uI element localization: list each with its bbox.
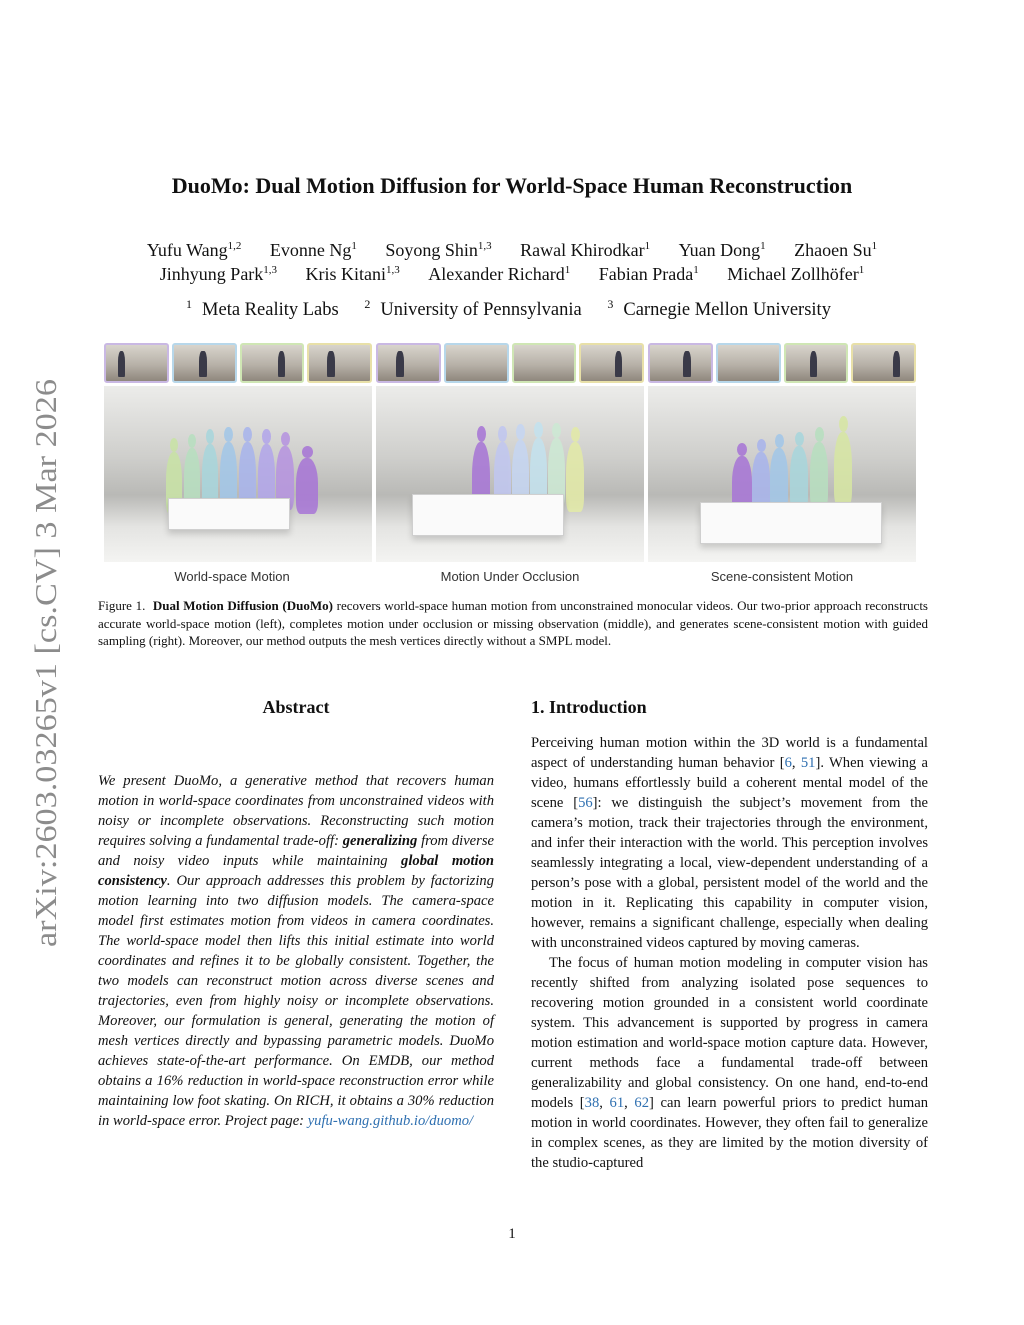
video-frame (104, 343, 169, 383)
page-number: 1 (508, 1226, 516, 1242)
video-frame (444, 343, 509, 383)
affiliation: $^1$ Meta Reality Labs (186, 297, 339, 321)
paragraph: Perceiving human motion within the 3D world is a fundamental aspect of understanding human behavior [6, 51]. When viewing a video, humans effortlessly build a coherent mental model of the scene [56]: we distinguish the subject’s movement from the camera’s motion, track their trajectories through the environment, and infer their interaction with the world. This perception involves seamlessly integrating a local, view-dependent understanding of a person’s pose with a global, persistent model of the world and the motion in it. Replicating this capability in computer vision, however, remains a significant challenge, especially when dealing with unconstrained videos captured by moving cameras. (531, 735, 929, 951)
author: Yufu Wang$^{1,2}$ (146, 240, 242, 260)
panel-label-occlusion: Motion Under Occlusion (440, 569, 580, 584)
figure-panel-occlusion (376, 340, 644, 562)
citation-link[interactable]: 6 (784, 755, 792, 771)
video-frame-strip (376, 343, 644, 383)
paper-title: DuoMo: Dual Motion Diffusion for World-Space Human Reconstruction (171, 173, 853, 198)
video-frame (648, 343, 713, 383)
panel-label-world-space: World-space Motion (174, 569, 290, 584)
author: Kris Kitani$^{1,3}$ (305, 264, 400, 284)
video-frame (851, 343, 916, 383)
video-frame (716, 343, 781, 383)
introduction-body (531, 733, 928, 1173)
citation-link[interactable]: 38 (584, 1095, 600, 1111)
arxiv-identifier: arXiv:2603.03265v1 [cs.CV] 3 Mar 2026 (28, 432, 63, 947)
author: Evonne Ng$^1$ (269, 240, 357, 260)
panel-label-scene-consistent: Scene-consistent Motion (710, 569, 854, 584)
author: Soyong Shin$^{1,3}$ (385, 240, 492, 260)
paragraph: The focus of human motion modeling in computer vision has recently shifted from analyzing isolated pose sequences to recovering motion grounded in a consistent world coordinate system. This advancement is supported by progress in camera motion estimation and world-space motion capture data. However, current methods face a fundamental trade-off between generalizability and global consistency. On one hand, end-to-end models [38, 61, 62] can learn powerful priors to predict human motion in world coordinates. However, they often fail to generalize in complex scenes, as they are limited by the motion diversity of the studio-captured (531, 955, 929, 1171)
project-page-link[interactable]: yufu-wang.github.io/duomo/ (307, 1113, 474, 1129)
figure-panel-scene-consistent (648, 340, 916, 562)
video-frame-strip (104, 343, 372, 383)
citation-link[interactable]: 56 (578, 795, 593, 811)
video-frame (376, 343, 441, 383)
arxiv-stamp (18, 377, 68, 947)
video-frame (579, 343, 644, 383)
reconstruction-render (376, 386, 644, 562)
affiliation: $^3$ Carnegie Mellon University (607, 297, 831, 321)
author: Zhaoen Su$^1$ (794, 240, 878, 260)
citation-link[interactable]: 61 (609, 1095, 625, 1111)
video-frame (784, 343, 849, 383)
video-frame (240, 343, 305, 383)
citation-link[interactable]: 51 (800, 755, 816, 771)
author: Alexander Richard$^1$ (428, 264, 571, 284)
abstract-heading: Abstract (262, 697, 330, 717)
reconstruction-render (648, 386, 916, 562)
author: Michael Zollhöfer$^1$ (727, 264, 865, 284)
abstract-body: We present DuoMo, a generative method that recovers human motion in world-space coordinates from unconstrained videos with noisy or incomplete observations. Reconstructing such motion requires solving a fundamental trade-off: generalizing from diverse and noisy video inputs while maintaining global motion consistency. Our approach addresses this problem by factorizing motion learning into two diffusion models. The camera-space model first estimates motion from videos in camera coordinates. The world-space model then lifts this initial estimate into world coordinates and refines it to be globally consistent. Together, the two models can reconstruct motion across diverse scenes and trajectories, even from highly noisy or incomplete observations. Moreover, our formulation is general, generating the motion of mesh vertices directly and bypassing parametric models. DuoMo achieves state-of-the-art performance. On EMDB, our method obtains a 16% reduction in world-space reconstruction error while maintaining low foot skating. On RICH, it obtains a 30% reduction in world-space error. Project page: yufu-wang.github.io/duomo/ (98, 773, 494, 1129)
figure-panel-world-space (104, 340, 372, 562)
reconstruction-render (104, 386, 372, 562)
author: Jinhyung Park$^{1,3}$ (159, 264, 278, 284)
author-list-row-2 (100, 264, 924, 285)
video-frame-strip (648, 343, 916, 383)
affiliation: $^2$ University of Pennsylvania (364, 297, 582, 321)
video-frame (172, 343, 237, 383)
figure-caption: Figure 1. Dual Motion Diffusion (DuoMo) recovers world-space human motion from unconstrained monocular videos. Our two-prior approach reconstructs accurate world-space motion (left), completes motion under occlusion or missing observation (middle), and generates scene-consistent motion with guided sampling (right). Moreover, our method outputs the mesh vertices directly without a SMPL model. (98, 598, 928, 648)
citation-link[interactable]: 62 (634, 1095, 649, 1111)
video-frame (512, 343, 577, 383)
author: Fabian Prada$^1$ (598, 264, 699, 284)
affiliations (0, 297, 1024, 321)
author: Rawal Khirodkar$^1$ (520, 240, 651, 260)
video-frame (307, 343, 372, 383)
author: Yuan Dong$^1$ (678, 240, 766, 260)
author-list-row-1 (100, 240, 924, 261)
introduction-heading: 1. Introduction (531, 697, 647, 717)
